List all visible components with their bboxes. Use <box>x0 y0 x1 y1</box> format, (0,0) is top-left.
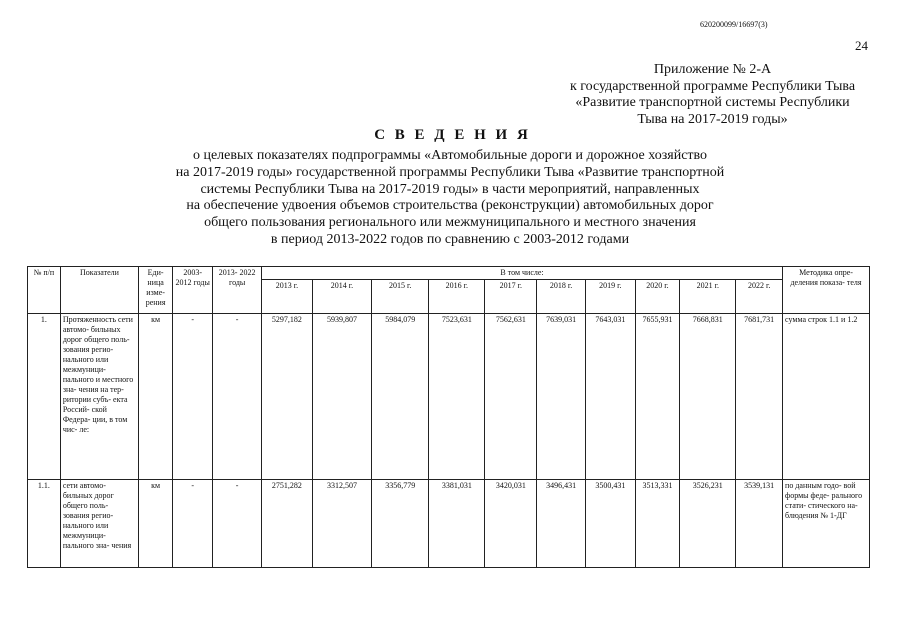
row-value: 5939,807 <box>312 314 371 480</box>
header-year: 2017 г. <box>485 280 537 314</box>
row-value: 3420,031 <box>485 480 537 568</box>
table-row <box>28 314 870 480</box>
header-num: № п/п <box>28 267 61 314</box>
row-value: 7523,631 <box>429 314 485 480</box>
row-2013-2022: - <box>213 480 262 568</box>
row-num: 1. <box>28 314 61 480</box>
header-year: 2021 г. <box>680 280 736 314</box>
row-value: 7643,031 <box>585 314 635 480</box>
indicators-table <box>27 266 870 568</box>
row-indicator: сети автомо- бильных дорог общего поль- зования регио- нального или межмуници- пального зна- чения <box>60 480 138 568</box>
appendix-line: Тыва на 2017-2019 годы» <box>637 111 788 127</box>
row-value: 3500,431 <box>585 480 635 568</box>
header-year: 2013 г. <box>261 280 312 314</box>
appendix-line: Приложение № 2-А <box>653 62 772 77</box>
row-unit: км <box>139 314 173 480</box>
header-2013-2022: 2013- 2022 годы <box>213 267 262 314</box>
appendix-header <box>540 62 885 128</box>
subtitle-line: на 2017-2019 годы» государственной программы Республики Тыва «Развитие транспортной <box>175 164 725 180</box>
header-year: 2015 г. <box>372 280 429 314</box>
row-2013-2022: - <box>213 314 262 480</box>
row-unit: км <box>139 480 173 568</box>
table-header-row <box>28 267 870 280</box>
subtitle-line: о целевых показателях подпрограммы «Автомобильные дороги и дорожное хозяйство <box>192 148 708 163</box>
header-including: В том числе: <box>261 267 782 280</box>
header-indicator: Показатели <box>60 267 138 314</box>
row-num: 1.1. <box>28 480 61 568</box>
document-id: 620200099/16697(3) <box>700 20 768 29</box>
row-indicator: Протяженность сети автомо- бильных дорог общего поль- зования регио- нального или межмуници- пального и местного зна- чения на тер- ритории субъ- екта Россий- ской Федера- ции, в том чис- ле: <box>60 314 138 480</box>
header-2003-2012: 2003- 2012 годы <box>173 267 213 314</box>
row-value: 7668,831 <box>680 314 736 480</box>
row-value: 7639,031 <box>537 314 586 480</box>
document-title: С В Е Д Е Н И Я <box>374 127 531 143</box>
subtitle-line: системы Республики Тыва на 2017-2019 годы» в части мероприятий, направленных <box>200 181 700 197</box>
row-value: 3526,231 <box>680 480 736 568</box>
row-value: 5984,079 <box>372 314 429 480</box>
page-number: 24 <box>855 38 868 53</box>
header-year: 2014 г. <box>312 280 371 314</box>
row-value: 3381,031 <box>429 480 485 568</box>
document-subtitle <box>110 148 790 249</box>
row-2003-2012: - <box>173 480 213 568</box>
row-value: 3513,331 <box>635 480 679 568</box>
row-value: 7681,731 <box>736 314 783 480</box>
subtitle-line: на обеспечение удвоения объемов строительства (реконструкции) автомобильных дорог <box>186 198 714 214</box>
row-value: 5297,182 <box>261 314 312 480</box>
row-2003-2012: - <box>173 314 213 480</box>
row-value: 2751,282 <box>261 480 312 568</box>
subtitle-line: общего пользования регионального или межмуниципального и местного значения <box>204 215 696 231</box>
row-value: 7655,931 <box>635 314 679 480</box>
appendix-line: «Развитие транспортной системы Республики <box>575 95 850 110</box>
table-row <box>28 480 870 568</box>
row-value: 7562,631 <box>485 314 537 480</box>
row-value: 3312,507 <box>312 480 371 568</box>
header-year: 2016 г. <box>429 280 485 314</box>
header-year: 2022 г. <box>736 280 783 314</box>
row-value: 3496,431 <box>537 480 586 568</box>
subtitle-line: в период 2013-2022 годов по сравнению с 2003-2012 годами <box>270 231 630 247</box>
header-year: 2020 г. <box>635 280 679 314</box>
row-value: 3539,131 <box>736 480 783 568</box>
row-method: сумма строк 1.1 и 1.2 <box>783 314 870 480</box>
appendix-line: к государственной программе Республики Тыва <box>569 78 856 94</box>
header-method: Методика опре- деления показа- теля <box>783 267 870 314</box>
row-value: 3356,779 <box>372 480 429 568</box>
header-unit: Еди- ница изме- рения <box>139 267 173 314</box>
row-method: по данным годо- вой формы феде- рального стати- стического на- блюдения № 1-ДГ <box>783 480 870 568</box>
header-year: 2018 г. <box>537 280 586 314</box>
header-year: 2019 г. <box>585 280 635 314</box>
